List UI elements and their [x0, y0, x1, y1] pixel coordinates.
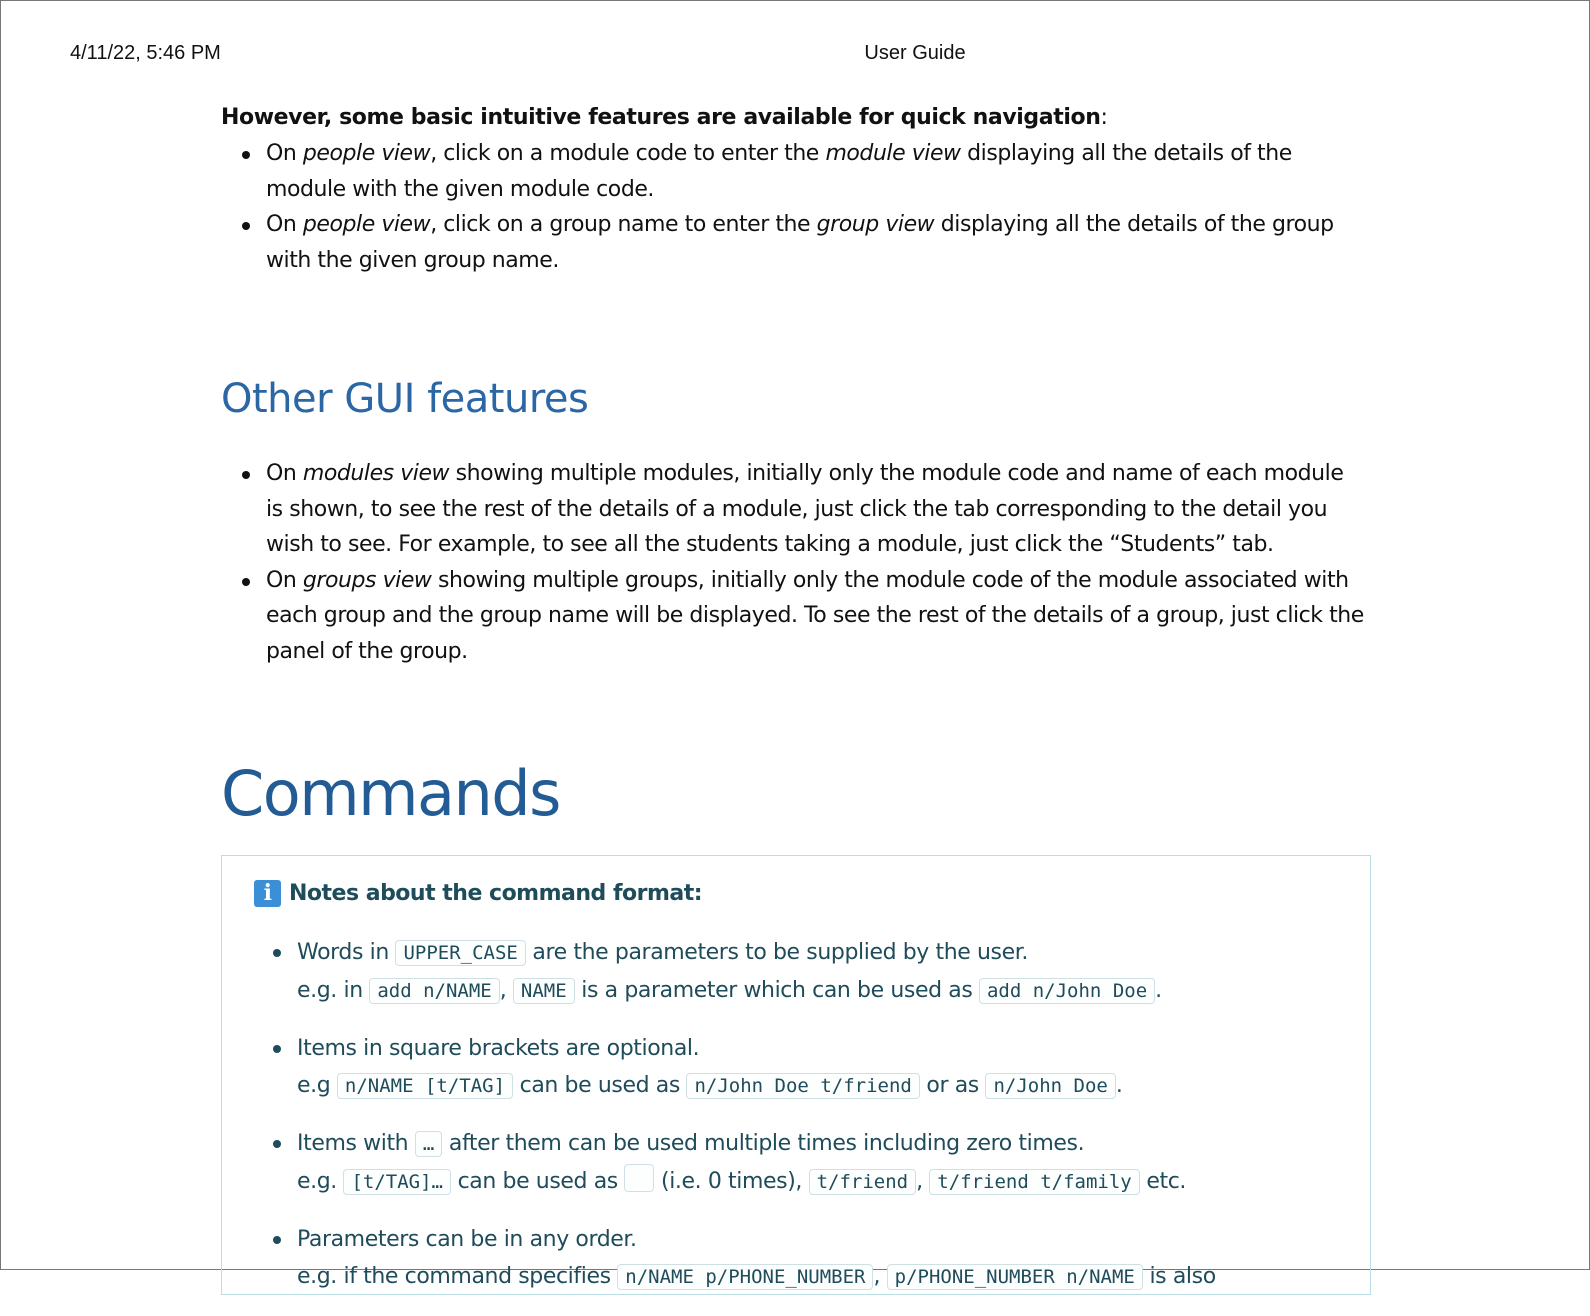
note-line — [297, 934, 1357, 972]
note-example-line — [297, 1258, 1357, 1296]
inline-code: … — [415, 1131, 442, 1157]
list-item — [297, 1030, 1357, 1105]
text: is also — [1142, 1264, 1216, 1289]
list-item — [297, 1221, 1357, 1296]
command-format-note — [221, 855, 1371, 1295]
note-example-line — [297, 1067, 1357, 1105]
inline-code: n/John Doe t/friend — [686, 1073, 919, 1099]
text: On — [266, 461, 303, 486]
inline-code: t/friend t/family — [929, 1169, 1139, 1195]
text: On — [266, 141, 303, 166]
print-datetime: 4/11/22, 5:46 PM — [70, 42, 221, 64]
text: can be used as — [451, 1169, 625, 1194]
note-line — [297, 1221, 1357, 1258]
inline-code: p/PHONE_NUMBER n/NAME — [887, 1264, 1143, 1290]
text: e.g — [297, 1073, 337, 1098]
text: Items with — [297, 1131, 415, 1156]
view-name: modules view — [302, 461, 450, 486]
note-example-line — [297, 1163, 1357, 1201]
list-item — [297, 934, 1357, 1010]
text: Items in square brackets are optional. — [297, 1036, 700, 1061]
commands-heading: Commands — [221, 757, 560, 830]
empty-inline-code — [624, 1164, 654, 1192]
text: e.g. in — [297, 978, 370, 1003]
inline-code: add n/NAME — [369, 978, 499, 1004]
view-name: people view — [302, 141, 431, 166]
text: , — [499, 978, 513, 1003]
text: On — [266, 212, 303, 237]
note-line — [297, 1030, 1357, 1067]
inline-code: [t/TAG]… — [343, 1169, 451, 1195]
note-list — [222, 934, 1357, 1316]
text: , — [916, 1169, 930, 1194]
info-icon: i — [254, 880, 281, 907]
text: Words in — [297, 940, 396, 965]
other-gui-list — [221, 456, 1366, 669]
inline-code: n/NAME p/PHONE_NUMBER — [617, 1264, 873, 1290]
text: , click on a module code to enter the — [430, 141, 826, 166]
list-item — [266, 456, 1366, 563]
text: . — [1115, 1073, 1123, 1098]
inline-code: UPPER_CASE — [395, 940, 525, 966]
list-item — [297, 1125, 1357, 1201]
text: etc. — [1139, 1169, 1186, 1194]
text: after them can be used multiple times including zero times. — [442, 1131, 1085, 1156]
text: On — [266, 567, 303, 593]
text: displaying all the details of the module with the given module code. — [266, 141, 1292, 202]
note-line — [297, 1125, 1357, 1163]
quick-nav-intro — [221, 105, 1107, 130]
quick-nav-intro-bold: However, some basic intuitive features are available for quick navigation — [221, 105, 1101, 130]
text: , — [873, 1264, 887, 1289]
text: , click on a group name to enter the — [430, 212, 817, 237]
view-name: people view — [302, 212, 431, 237]
view-name: group view — [816, 212, 935, 237]
inline-code: n/NAME [t/TAG] — [337, 1073, 513, 1099]
text: can be used as — [513, 1073, 687, 1098]
inline-code: NAME — [513, 978, 575, 1004]
text: Parameters can be in any order. — [297, 1227, 637, 1252]
inline-code: add n/John Doe — [979, 978, 1155, 1004]
text: are the parameters to be supplied by the user. — [525, 940, 1028, 965]
list-item — [266, 563, 1366, 670]
text: is a parameter which can be used as — [574, 978, 979, 1003]
view-name: groups view — [302, 567, 432, 593]
view-name: module view — [825, 141, 961, 166]
quick-nav-intro-colon: : — [1100, 105, 1108, 130]
text: . — [1155, 978, 1162, 1003]
print-doc-title: User Guide — [864, 42, 966, 64]
list-item — [266, 136, 1366, 207]
inline-code: t/friend — [809, 1169, 917, 1195]
note-header — [254, 880, 702, 907]
quick-nav-list — [221, 136, 1366, 278]
text: e.g. if the command specifies — [297, 1264, 618, 1289]
list-item — [266, 207, 1366, 278]
inline-code: n/John Doe — [985, 1073, 1115, 1099]
note-example-line — [297, 972, 1357, 1010]
note-title: Notes about the command format: — [289, 881, 703, 906]
text: showing multiple modules, initially only the module code and name of each module is shown, to see the rest of the details of a module, just click the tab corresponding to the detail you wish to see. For example, to see all the students taking a module, just click the “Students” tab. — [266, 461, 1344, 557]
other-gui-heading: Other GUI features — [221, 376, 589, 422]
text: displaying all the details of the group with the given group name. — [266, 212, 1334, 273]
text: showing multiple groups, initially only the module code of the module associated with each group and the group name will be displayed. To see the rest of the details of a group, just click the panel of the group. — [266, 567, 1364, 664]
text: (i.e. 0 times), — [654, 1169, 809, 1194]
text: e.g. — [297, 1169, 344, 1194]
text: or as — [919, 1073, 986, 1098]
